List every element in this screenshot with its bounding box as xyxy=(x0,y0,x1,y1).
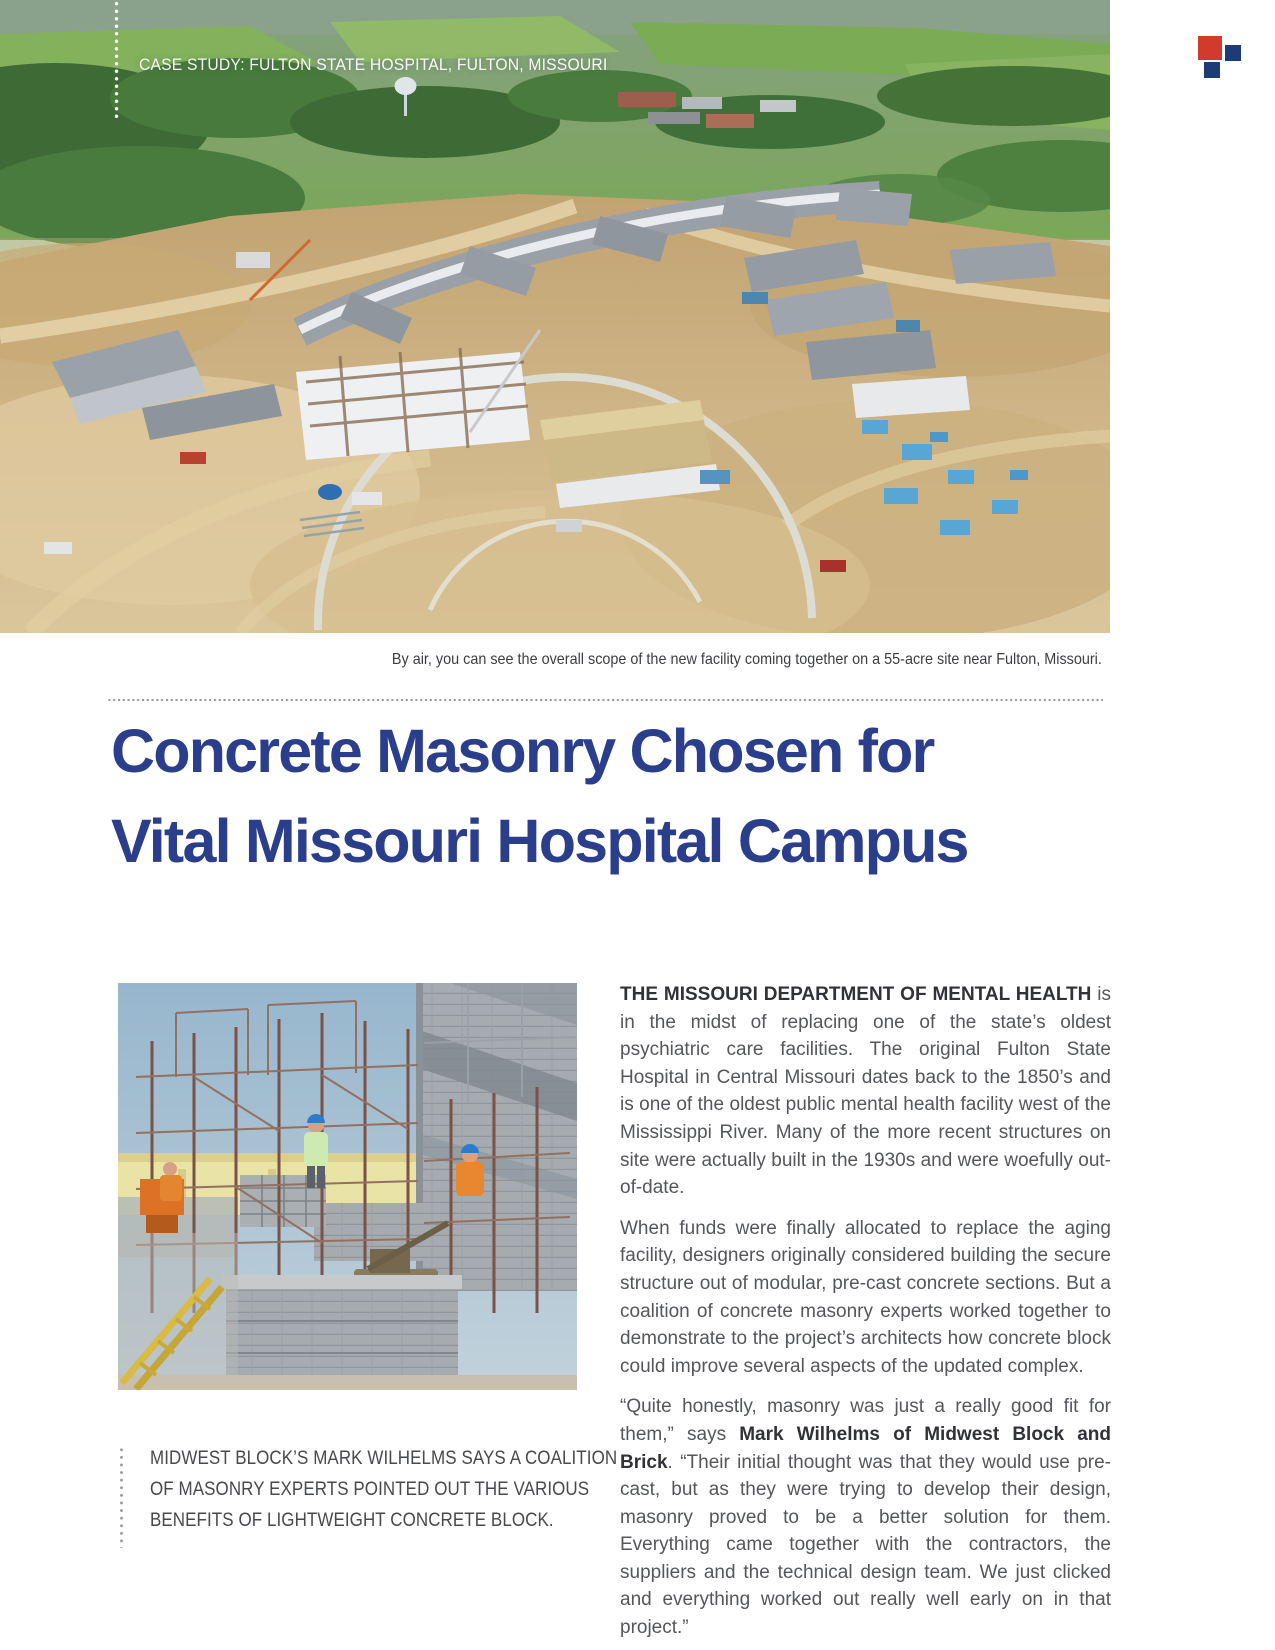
brand-logo-icon xyxy=(1198,36,1258,80)
paragraph-1 xyxy=(620,981,1111,1202)
paragraph-3 xyxy=(620,1393,1111,1641)
pull-quote-text xyxy=(150,1443,618,1536)
pull-quote-line: BENEFITS OF LIGHTWEIGHT CONCRETE BLOCK. xyxy=(150,1509,554,1531)
section-dotted-divider xyxy=(107,698,1103,702)
worker-orange-right xyxy=(456,1162,484,1196)
paragraph-1-lead: THE MISSOURI DEPARTMENT OF MENTAL HEALTH xyxy=(620,984,1092,1005)
paragraph-3-text-a: “Quite honestly, masonry was just a really good fit for them,” says xyxy=(620,1396,1111,1445)
article-body xyxy=(620,981,1111,1650)
article-headline xyxy=(111,706,1161,886)
paragraph-2: When funds were finally allocated to replace the aging facility, designers originally considered building the secure structure out of modular, pre-cast concrete sections. But a coalition of concrete masonry experts worked together to demonstrate to the project’s architects how concrete block could improve several aspects of the updated complex. xyxy=(620,1217,1111,1377)
paragraph-1-text: is in the midst of replacing one of the state’s oldest psychiatric care facilities. The original Fulton State Hospital in Central Missouri dates back to the 1850’s and is one of the oldest public mental health facility west of the Mississippi River. Many of the more recent structures on site were actually built in the 1930s and were woefully out-of-date. xyxy=(620,984,1111,1199)
logo-blue-square-bottom xyxy=(1204,62,1220,78)
hero-caption: By air, you can see the overall scope of the new facility coming together on a 55-acre site near Fulton, Missouri. xyxy=(392,651,1102,668)
kicker-dotted-line xyxy=(114,0,119,118)
block-wall xyxy=(416,983,577,1291)
quoted-source-name: Mark Wilhelms of Midwest Block and Brick xyxy=(620,1423,1111,1473)
hero-aerial-photo xyxy=(0,0,1110,633)
headline-line-1: Concrete Masonry Chosen for xyxy=(111,717,934,785)
logo-red-square xyxy=(1198,36,1222,60)
pull-quote-dotted-line xyxy=(119,1446,124,1548)
logo-blue-square-right xyxy=(1225,45,1241,61)
construction-photo xyxy=(118,983,577,1390)
headline-line-2: Vital Missouri Hospital Campus xyxy=(111,807,968,875)
block-stack xyxy=(226,1289,458,1390)
aerial-photo-illustration xyxy=(0,0,1110,633)
paragraph-3-text-b: . “Their initial thought was that they would use pre-cast, but as they were trying to develop their design, masonry proved to be a better solution for them. Everything came together with the contractors, the suppliers and the technical design team. We just clicked and everything worked out really well early on in that project.” xyxy=(620,1451,1111,1639)
case-study-kicker: CASE STUDY: FULTON STATE HOSPITAL, FULTON, MISSOURI xyxy=(139,56,608,74)
pull-quote-line: MIDWEST BLOCK’S MARK WILHELMS SAYS A COALITION xyxy=(150,1447,618,1469)
pull-quote-line: OF MASONRY EXPERTS POINTED OUT THE VARIOUS xyxy=(150,1478,590,1500)
pull-quote xyxy=(119,1443,618,1536)
worker-green xyxy=(304,1132,328,1166)
worker-orange-left xyxy=(160,1175,182,1201)
construction-photo-illustration xyxy=(118,983,577,1390)
